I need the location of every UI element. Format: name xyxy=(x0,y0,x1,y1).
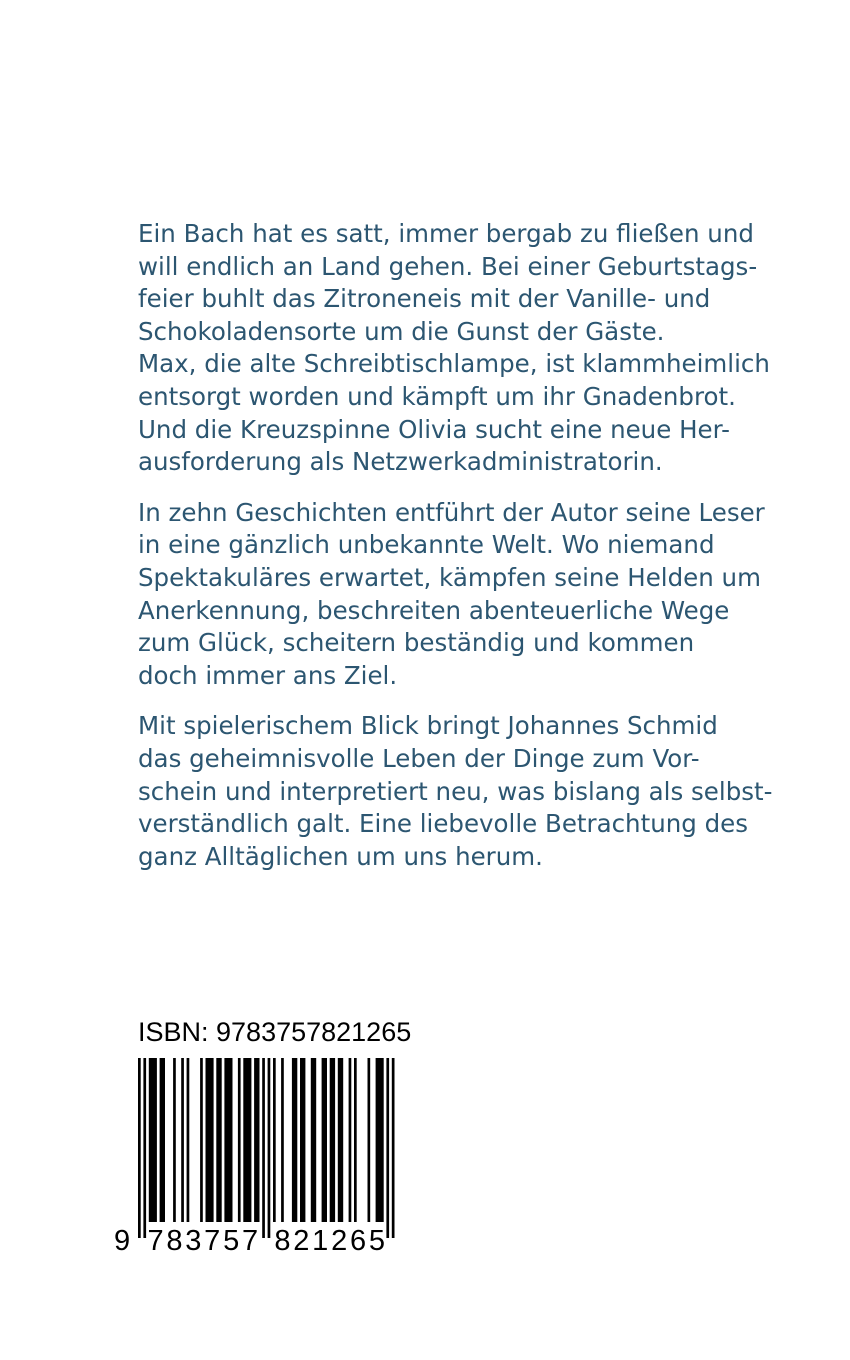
barcode-bar xyxy=(311,1058,316,1222)
blurb-paragraph-1 xyxy=(138,218,770,479)
blurb-line: Anerkennung, beschreiten abenteuerliche Wege xyxy=(138,595,730,625)
blurb-line: Und die Kreuzspinne Olivia sucht eine neue Her- xyxy=(138,414,730,444)
barcode-digit: 2 xyxy=(293,1225,310,1257)
blurb-line: das geheimnisvolle Leben der Dinge zum Vor- xyxy=(138,743,700,773)
isbn-barcode-block xyxy=(114,1012,412,1262)
blurb-line: ausforderung als Netzwerkadministratorin. xyxy=(138,447,663,477)
barcode-bar xyxy=(200,1058,203,1222)
barcode-bar xyxy=(281,1058,284,1222)
blurb-line: Spektakuläres erwartet, kämpfen seine Helden um xyxy=(138,562,761,592)
blurb-line: in eine gänzlich unbekannte Welt. Wo niemand xyxy=(138,530,715,560)
barcode-digit: 6 xyxy=(349,1225,367,1257)
barcode-bar xyxy=(292,1058,297,1222)
barcode-guard-bar xyxy=(386,1058,389,1238)
barcode-digit: 2 xyxy=(331,1225,348,1257)
barcode-guard-bar xyxy=(262,1058,265,1238)
barcode-bar xyxy=(181,1058,184,1222)
blurb-line: ganz Alltäglichen um uns herum. xyxy=(138,841,543,871)
barcode-guard-bar xyxy=(143,1058,146,1238)
barcode-digit: 5 xyxy=(223,1225,240,1257)
barcode-digit: 5 xyxy=(368,1225,386,1257)
barcode-bar xyxy=(160,1058,165,1222)
barcode-bar xyxy=(273,1058,276,1222)
barcode-bar xyxy=(376,1058,384,1222)
barcode-digit: 3 xyxy=(185,1225,202,1257)
barcode-bar xyxy=(206,1058,214,1222)
barcode-bar xyxy=(224,1058,232,1222)
blurb-line: Schokoladensorte um die Gunst der Gäste. xyxy=(138,316,665,346)
barcode-bar xyxy=(243,1058,251,1222)
barcode-digit: 8 xyxy=(166,1225,183,1257)
barcode-bar xyxy=(349,1058,352,1222)
barcode-digit: 9 xyxy=(114,1225,131,1257)
barcode-digit: 8 xyxy=(274,1225,291,1257)
barcode-bar xyxy=(254,1058,259,1222)
barcode-guard-bar xyxy=(268,1058,271,1238)
blurb-line: verständlich galt. Eine liebevolle Betrachtung des xyxy=(138,809,748,839)
isbn-barcode xyxy=(114,1012,404,1262)
barcode-digit: 7 xyxy=(204,1225,221,1257)
blurb-line: Max, die alte Schreibtischlampe, ist klammheimlich xyxy=(138,349,770,379)
barcode-digit: 7 xyxy=(147,1225,164,1257)
barcode-bar xyxy=(173,1058,176,1222)
blurb-line: entsorgt worden und kämpft um ihr Gnadenbrot. xyxy=(138,381,736,411)
blurb-line: In zehn Geschichten entführt der Autor seine Leser xyxy=(138,497,765,527)
blurb-line: zum Glück, scheitern beständig und kommen xyxy=(138,628,695,658)
blurb-line: Ein Bach hat es satt, immer bergab zu fließen und xyxy=(138,219,754,248)
barcode-guard-bar xyxy=(392,1058,395,1238)
blurb-line: Mit spielerischem Blick bringt Johannes Schmid xyxy=(138,711,718,741)
barcode-bar xyxy=(338,1058,343,1222)
barcode-bar xyxy=(187,1058,190,1222)
back-cover-blurb xyxy=(138,218,773,891)
blurb-paragraph-3 xyxy=(138,710,773,873)
blurb-line: will endlich an Land gehen. Bei einer Geburtstags- xyxy=(138,251,758,281)
blurb-line: feier buhlt das Zitroneneis mit der Vanille- und xyxy=(138,284,711,314)
barcode-guard-bar xyxy=(138,1058,141,1238)
barcode-bar xyxy=(300,1058,305,1222)
barcode-bar xyxy=(216,1058,221,1222)
barcode-digit: 7 xyxy=(241,1225,259,1257)
blurb-line: schein und interpretiert neu, was bislang als selbst- xyxy=(138,776,773,806)
blurb-paragraph-2 xyxy=(138,497,765,693)
barcode-bar xyxy=(322,1058,327,1222)
barcode-bar xyxy=(354,1058,357,1222)
barcode-bar xyxy=(238,1058,241,1222)
barcode-bar xyxy=(149,1058,157,1222)
barcode-digit: 1 xyxy=(312,1225,329,1257)
barcode-bar xyxy=(330,1058,335,1222)
blurb-line: doch immer ans Ziel. xyxy=(138,660,398,690)
barcode-bar xyxy=(368,1058,371,1222)
isbn-label: ISBN: 9783757821265 xyxy=(138,1017,412,1047)
